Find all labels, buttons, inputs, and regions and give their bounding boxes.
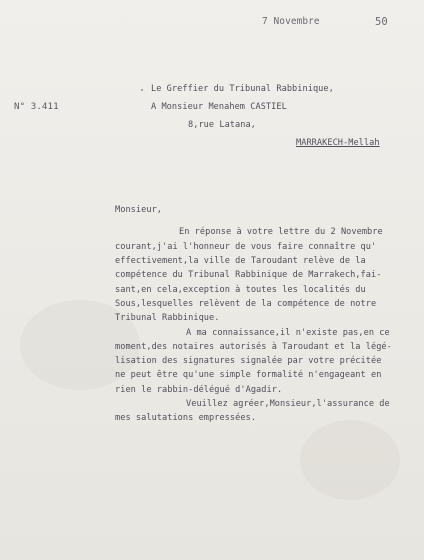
body-line: ne peut être qu'une simple formalité n'engageant en: [115, 370, 382, 380]
body-line: mes salutations empressées.: [115, 413, 257, 423]
body-line: En réponse à votre lettre du 2 Novembre: [179, 227, 383, 237]
paper-stain: [300, 420, 400, 500]
body-line: A ma connaissance,il n'existe pas,en ce: [186, 328, 390, 338]
body-line: effectivement,la ville de Taroudant relève de la: [115, 256, 366, 266]
recipient-street: 8,rue Latana,: [188, 120, 256, 130]
sender-line: Le Greffier du Tribunal Rabbinique,: [151, 84, 334, 94]
quote-mark-icon: ": [140, 88, 145, 96]
body-line: Veuillez agréer,Monsieur,l'assurance de: [186, 399, 390, 409]
salutation: Monsieur,: [115, 205, 163, 215]
body-line: Tribunal Rabbinique.: [115, 313, 220, 323]
body-line: Sous,lesquelles relèvent de la compétence de notre: [115, 299, 377, 309]
reference-number: N° 3.411: [14, 101, 59, 112]
body-line: moment,des notaires autorisés à Taroudant et la légé-: [115, 342, 392, 352]
body-line: sant,en cela,exception à toutes les localités du: [115, 285, 366, 295]
body-line: lisation des signatures signalée par votre précitée: [115, 356, 382, 366]
recipient-line: A Monsieur Menahem CASTIEL: [151, 102, 287, 112]
letter-date: 7 Novembre: [262, 16, 320, 27]
recipient-city: MARRAKECH-Mellah: [296, 138, 380, 148]
page-number: 50: [375, 16, 388, 28]
body-line: courant,j'ai l'honneur de vous faire connaître qu': [115, 242, 377, 252]
body-line: rien le rabbin-délégué d'Agadir.: [115, 385, 283, 395]
body-line: compétence du Tribunal Rabbinique de Marrakech,fai-: [115, 270, 382, 280]
